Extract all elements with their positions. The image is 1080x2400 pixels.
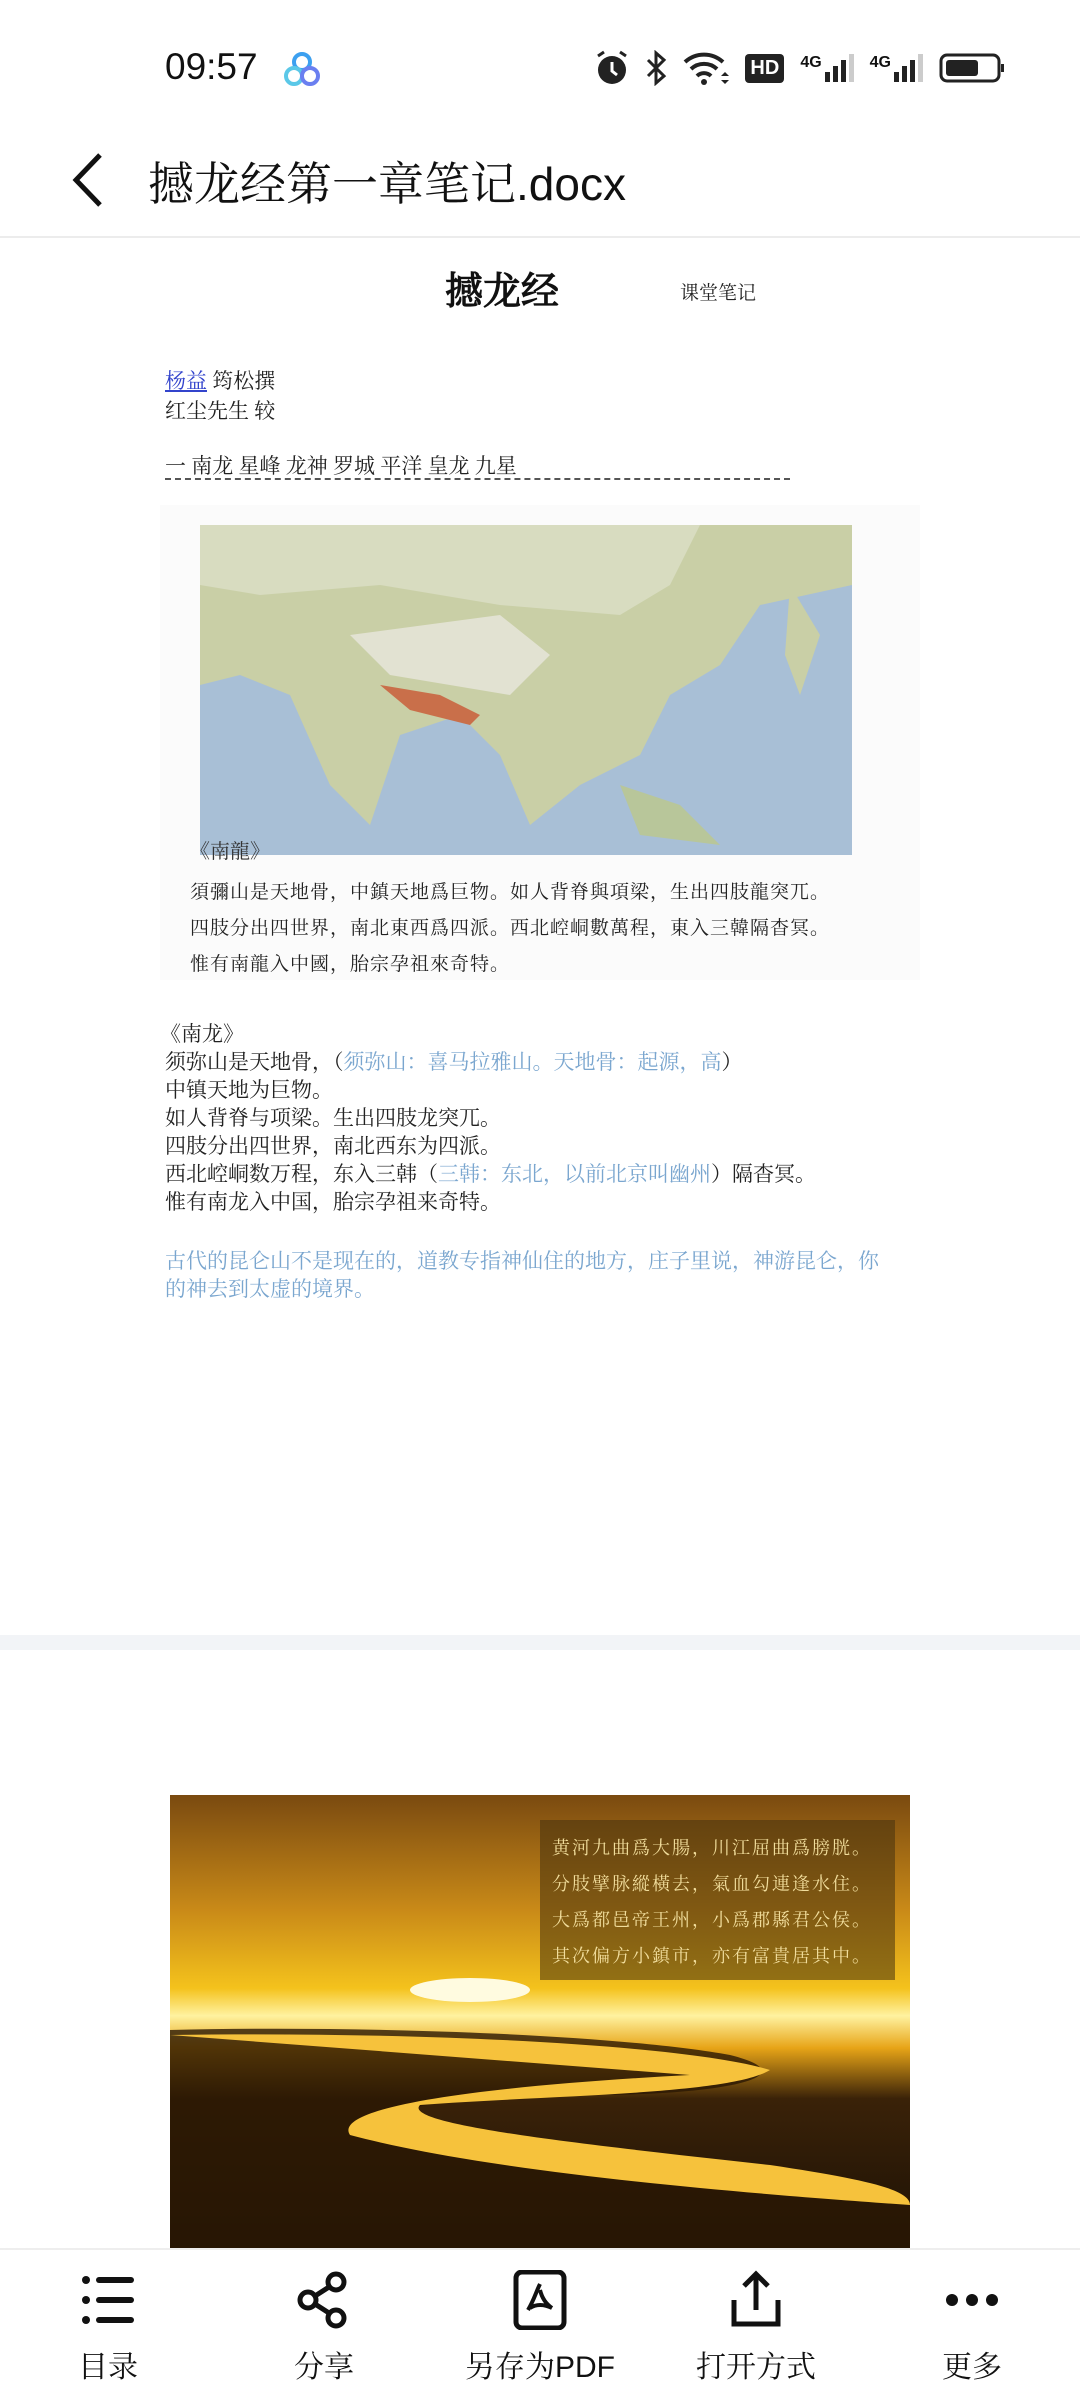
editor-line: 红尘先生 较 (165, 399, 276, 423)
signal-2: 4G (870, 54, 923, 82)
document-subtitle: 课堂笔记 (680, 283, 757, 304)
note-line: 中镇天地为巨物。 (165, 1078, 333, 1102)
clock: 09:57 (165, 46, 258, 87)
status-bar (0, 0, 1080, 130)
toc-button[interactable] (0, 2250, 216, 2400)
more-button[interactable] (864, 2250, 1080, 2400)
poem-line: 黄河九曲爲大腸，川江屈曲爲膀胱。 (552, 1838, 872, 1858)
author-text: 筠松撰 (212, 369, 276, 393)
poem-overlay (540, 1820, 895, 1980)
open-with-button[interactable] (648, 2250, 864, 2400)
pdf-icon (510, 2270, 570, 2330)
map-figure (160, 505, 920, 980)
note-line: 须弥山是天地骨，（须弥山：喜马拉雅山。天地骨：起源，高） (165, 1050, 743, 1074)
save-as-pdf-label: 另存为PDF (465, 2351, 615, 2384)
note-line: 西北崆峒数万程，东入三韩（三韩：东北，以前北京叫幽州）隔杳冥。 (165, 1162, 816, 1186)
poem-line: 分肢擘脉縱橫去，氣血勾連逢水住。 (552, 1874, 872, 1894)
save-as-pdf-button[interactable] (432, 2250, 648, 2400)
yellow-river-sunset-image (170, 1795, 910, 2255)
signal-1: 4G (800, 54, 853, 82)
file-title: 撼龙经第一章笔记.docx (148, 158, 626, 210)
note-line: 四肢分出四世界，南北西东为四派。 (165, 1134, 501, 1158)
classical-line: 須彌山是天地骨，中鎮天地爲巨物。如人背脊與項梁，生出四肢龍突兀。 (190, 882, 831, 903)
poem-line: 其次偏方小鎮市，亦有富貴居其中。 (552, 1946, 872, 1966)
map-caption: 《南龍》 (190, 841, 270, 863)
battery-icon (939, 52, 1005, 84)
commentary-line: 古代的昆仑山不是现在的，道教专指神仙住的地方，庄子里说，神游昆仑，你 (165, 1249, 879, 1273)
toc-label: 目录 (78, 2351, 138, 2384)
open-with-icon (726, 2270, 786, 2330)
author-line (165, 365, 275, 395)
page-break (0, 1635, 1080, 1650)
asia-map-image (200, 525, 852, 855)
share-label: 分享 (294, 2351, 354, 2384)
share-icon (294, 2270, 354, 2330)
open-with-label: 打开方式 (696, 2351, 816, 2384)
share-button[interactable] (216, 2250, 432, 2400)
back-arrow-icon[interactable] (62, 145, 112, 215)
top-app-bar (0, 130, 1080, 238)
document-title: 撼龙经 (445, 271, 560, 313)
classical-line: 惟有南龍入中國，胎宗孕祖來奇特。 (190, 954, 511, 975)
document-page-1[interactable] (0, 240, 1080, 1635)
commentary-line: 的神去到太虚的境界。 (165, 1277, 375, 1301)
classical-line: 四肢分出四世界，南北東西爲四派。西北崆峒數萬程，東入三韓隔杳冥。 (190, 918, 831, 939)
more-label: 更多 (942, 2351, 1002, 2384)
bluetooth-icon (645, 50, 667, 86)
app-notification-icon (282, 50, 322, 90)
document-page-2[interactable] (0, 1650, 1080, 2250)
author-link[interactable]: 杨益 (165, 369, 207, 393)
note-line: 惟有南龙入中国，胎宗孕祖来奇特。 (165, 1190, 501, 1214)
note-line: 如人背脊与项梁。生出四肢龙突兀。 (165, 1106, 501, 1130)
dashed-divider (165, 478, 790, 480)
hd-badge: HD (745, 54, 784, 83)
wifi-icon (683, 50, 729, 86)
bottom-toolbar (0, 2248, 1080, 2400)
alarm-icon (595, 50, 629, 86)
poem-line: 大爲都邑帝王州，小爲郡縣君公侯。 (552, 1910, 872, 1930)
notes-heading: 《南龙》 (160, 1022, 244, 1046)
more-icon (942, 2270, 1002, 2330)
list-icon (78, 2270, 138, 2330)
chapter-line: 一 南龙 星峰 龙神 罗城 平洋 皇龙 九星 (165, 454, 517, 478)
